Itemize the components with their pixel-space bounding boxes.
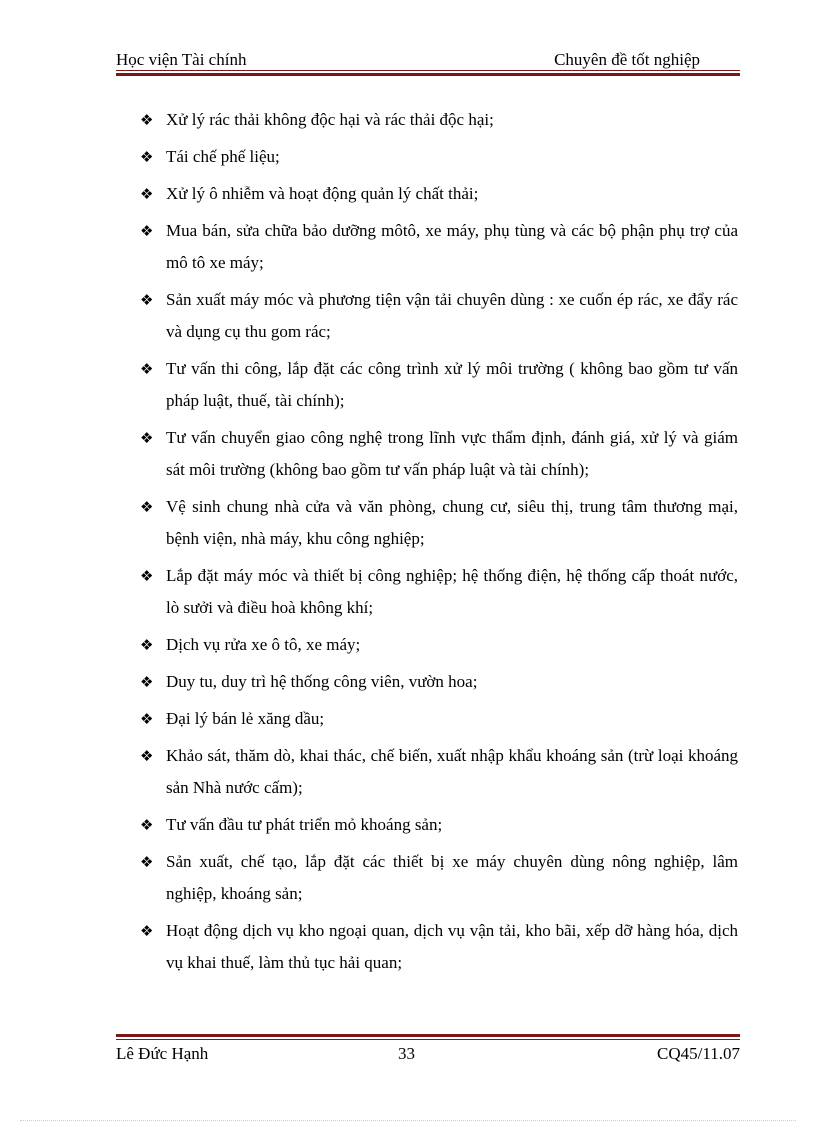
list-item-text: Xử lý rác thải không độc hại và rác thải độc hại; <box>166 110 494 129</box>
header-rule-thin <box>116 70 740 71</box>
diamond-bullet-icon: ❖ <box>140 111 154 129</box>
list-item <box>140 422 738 486</box>
list-item <box>140 629 738 661</box>
list-item-text: Khảo sát, thăm dò, khai thác, chế biến, xuất nhập khẩu khoáng sản (trừ loại khoáng sản Nhà nước cấm); <box>166 746 738 797</box>
diamond-bullet-icon: ❖ <box>140 291 154 309</box>
page-edge-divider <box>20 1120 796 1121</box>
list-item-text: Đại lý bán lẻ xăng dầu; <box>166 709 325 728</box>
list-item <box>140 703 738 735</box>
list-item <box>140 846 738 910</box>
list-item <box>140 104 738 136</box>
list-item <box>140 141 738 173</box>
list-item <box>140 809 738 841</box>
list-item-text: Lắp đặt máy móc và thiết bị công nghiệp; hệ thống điện, hệ thống cấp thoát nước, lò sưởi và điều hoà không khí; <box>166 566 738 617</box>
footer-rule-thick <box>116 1034 740 1037</box>
diamond-bullet-icon: ❖ <box>140 567 154 585</box>
list-item-text: Vệ sinh chung nhà cửa và văn phòng, chung cư, siêu thị, trung tâm thương mại, bệnh viện, nhà máy, khu công nghiệp; <box>166 497 738 548</box>
list-item <box>140 666 738 698</box>
list-item-text: Tư vấn đầu tư phát triển mỏ khoáng sản; <box>166 815 443 834</box>
list-item <box>140 353 738 417</box>
list-item <box>140 560 738 624</box>
list-item-text: Tư vấn chuyển giao công nghệ trong lĩnh vực thẩm định, đánh giá, xử lý và giám sát môi trường (không bao gồm tư vấn pháp luật và tài chính); <box>166 428 738 479</box>
diamond-bullet-icon: ❖ <box>140 922 154 940</box>
header-institution: Học viện Tài chính <box>116 50 247 69</box>
list-item-text: Tái chế phế liệu; <box>166 147 280 166</box>
diamond-bullet-icon: ❖ <box>140 360 154 378</box>
diamond-bullet-icon: ❖ <box>140 747 154 765</box>
bullet-list <box>140 104 738 984</box>
diamond-bullet-icon: ❖ <box>140 816 154 834</box>
diamond-bullet-icon: ❖ <box>140 185 154 203</box>
footer-class-code: CQ45/11.07 <box>657 1044 740 1063</box>
list-item-text: Sản xuất, chế tạo, lắp đặt các thiết bị xe máy chuyên dùng nông nghiệp, lâm nghiệp, khoáng sản; <box>166 852 738 903</box>
list-item-text: Sản xuất máy móc và phương tiện vận tải chuyên dùng : xe cuốn ép rác, xe đẩy rác và dụng cụ thu gom rác; <box>166 290 738 341</box>
diamond-bullet-icon: ❖ <box>140 429 154 447</box>
diamond-bullet-icon: ❖ <box>140 222 154 240</box>
list-item <box>140 178 738 210</box>
footer-rule-thin <box>116 1039 740 1040</box>
diamond-bullet-icon: ❖ <box>140 673 154 691</box>
list-item-text: Hoạt động dịch vụ kho ngoại quan, dịch vụ vận tải, kho bãi, xếp dỡ hàng hóa, dịch vụ khai thuế, làm thủ tục hải quan; <box>166 921 738 972</box>
list-item-text: Dịch vụ rửa xe ô tô, xe máy; <box>166 635 361 654</box>
list-item-text: Tư vấn thi công, lắp đặt các công trình xử lý môi trường ( không bao gồm tư vấn pháp luật, thuế, tài chính); <box>166 359 738 410</box>
diamond-bullet-icon: ❖ <box>140 710 154 728</box>
list-item <box>140 740 738 804</box>
header-document-type: Chuyên đề tốt nghiệp <box>554 50 700 69</box>
list-item <box>140 215 738 279</box>
diamond-bullet-icon: ❖ <box>140 853 154 871</box>
diamond-bullet-icon: ❖ <box>140 498 154 516</box>
diamond-bullet-icon: ❖ <box>140 148 154 166</box>
list-item <box>140 284 738 348</box>
list-item-text: Duy tu, duy trì hệ thống công viên, vườn hoa; <box>166 672 478 691</box>
list-item <box>140 915 738 979</box>
list-item-text: Xử lý ô nhiễm và hoạt động quản lý chất thải; <box>166 184 479 203</box>
page-number: 33 <box>398 1044 415 1063</box>
list-item-text: Mua bán, sửa chữa bảo dưỡng môtô, xe máy, phụ tùng và các bộ phận phụ trợ của mô tô xe máy; <box>166 221 738 272</box>
footer-author: Lê Đức Hạnh <box>116 1044 209 1063</box>
diamond-bullet-icon: ❖ <box>140 636 154 654</box>
list-item <box>140 491 738 555</box>
header-rule-thick <box>116 73 740 76</box>
